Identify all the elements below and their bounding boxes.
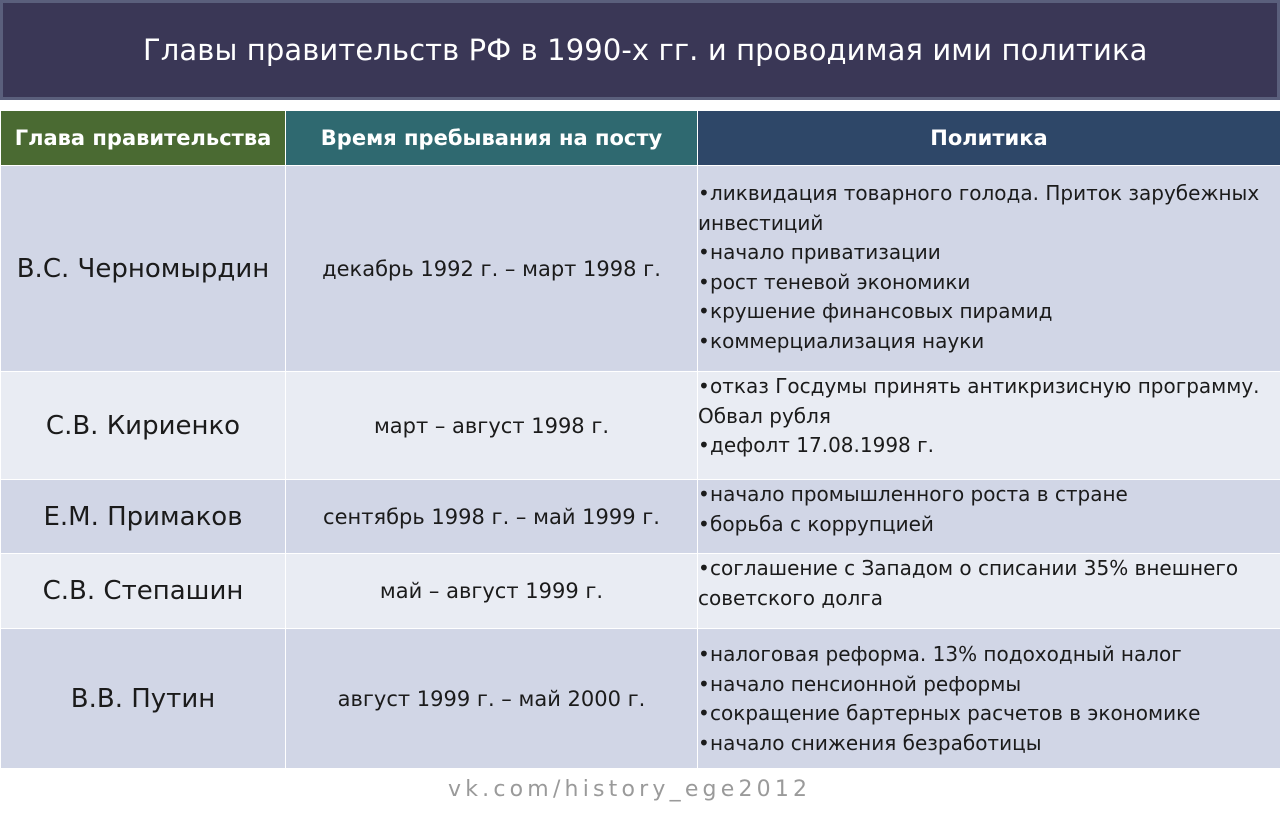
heads-of-government-table <box>0 110 1280 769</box>
title-bar <box>0 0 1280 100</box>
policy-item: •крушение финансовых пирамид <box>698 297 1280 327</box>
page-title: Главы правительств РФ в 1990-х гг. и проводимая ими политика <box>143 33 1148 67</box>
table-row <box>1 166 1280 372</box>
table-row <box>1 480 1280 554</box>
column-header-head: Глава правительства <box>1 111 286 166</box>
bullet-icon: • <box>698 328 710 353</box>
policy-cell <box>698 372 1280 480</box>
bullet-icon: • <box>698 556 710 580</box>
tenure-cell: декабрь 1992 г. – март 1998 г. <box>286 166 698 372</box>
policy-item: •начало приватизации <box>698 238 1280 268</box>
bullet-icon: • <box>698 433 710 457</box>
policy-item: •дефолт 17.08.1998 г. <box>698 431 1280 461</box>
head-name-cell: Е.М. Примаков <box>1 480 286 554</box>
policy-item: •отказ Госдумы принять антикризисную программу. Обвал рубля <box>698 374 1260 428</box>
column-header-tenure: Время пребывания на посту <box>286 111 698 166</box>
table-header-row <box>1 111 1280 166</box>
bullet-icon: • <box>698 269 710 294</box>
policy-cell <box>698 554 1280 629</box>
head-name-cell: В.В. Путин <box>1 629 286 769</box>
table-row <box>1 554 1280 629</box>
policy-item: •борьба с коррупцией <box>698 510 1280 540</box>
bullet-icon: • <box>698 642 710 666</box>
policy-item: •сокращение бартерных расчетов в экономике <box>698 699 1280 729</box>
bullet-icon: • <box>698 701 710 725</box>
head-name-cell: С.В. Степашин <box>1 554 286 629</box>
policy-item: •налоговая реформа. 13% подоходный налог <box>698 640 1280 670</box>
policy-cell <box>698 629 1280 769</box>
policy-cell <box>698 480 1280 554</box>
bullet-icon: • <box>698 482 710 506</box>
column-header-policy: Политика <box>698 111 1280 166</box>
head-name-cell: В.С. Черномырдин <box>1 166 286 372</box>
tenure-cell: сентябрь 1998 г. – май 1999 г. <box>286 480 698 554</box>
bullet-icon: • <box>698 240 710 264</box>
tenure-cell: август 1999 г. – май 2000 г. <box>286 629 698 769</box>
bullet-icon: • <box>698 181 710 205</box>
tenure-cell: май – август 1999 г. <box>286 554 698 629</box>
policy-item: •соглашение с Западом о списании 35% внешнего советского долга <box>698 556 1239 610</box>
bullet-icon: • <box>698 511 710 536</box>
policy-item: •ликвидация товарного голода. Приток зарубежных инвестиций <box>698 181 1260 235</box>
table-row <box>1 372 1280 480</box>
bullet-icon: • <box>698 374 710 398</box>
bullet-icon: • <box>698 299 710 323</box>
policy-item: •начало промышленного роста в стране <box>698 480 1280 510</box>
source-watermark: vk.com/history_ege2012 <box>448 777 812 802</box>
bullet-icon: • <box>698 730 710 755</box>
policy-item: •коммерциализация науки <box>698 327 1280 357</box>
bullet-icon: • <box>698 671 710 696</box>
policy-cell <box>698 166 1280 372</box>
tenure-cell: март – август 1998 г. <box>286 372 698 480</box>
policy-item: •начало снижения безработицы <box>698 729 1280 759</box>
policy-item: •начало пенсионной реформы <box>698 670 1280 700</box>
policy-item: •рост теневой экономики <box>698 268 1280 298</box>
table-row <box>1 629 1280 769</box>
head-name-cell: С.В. Кириенко <box>1 372 286 480</box>
